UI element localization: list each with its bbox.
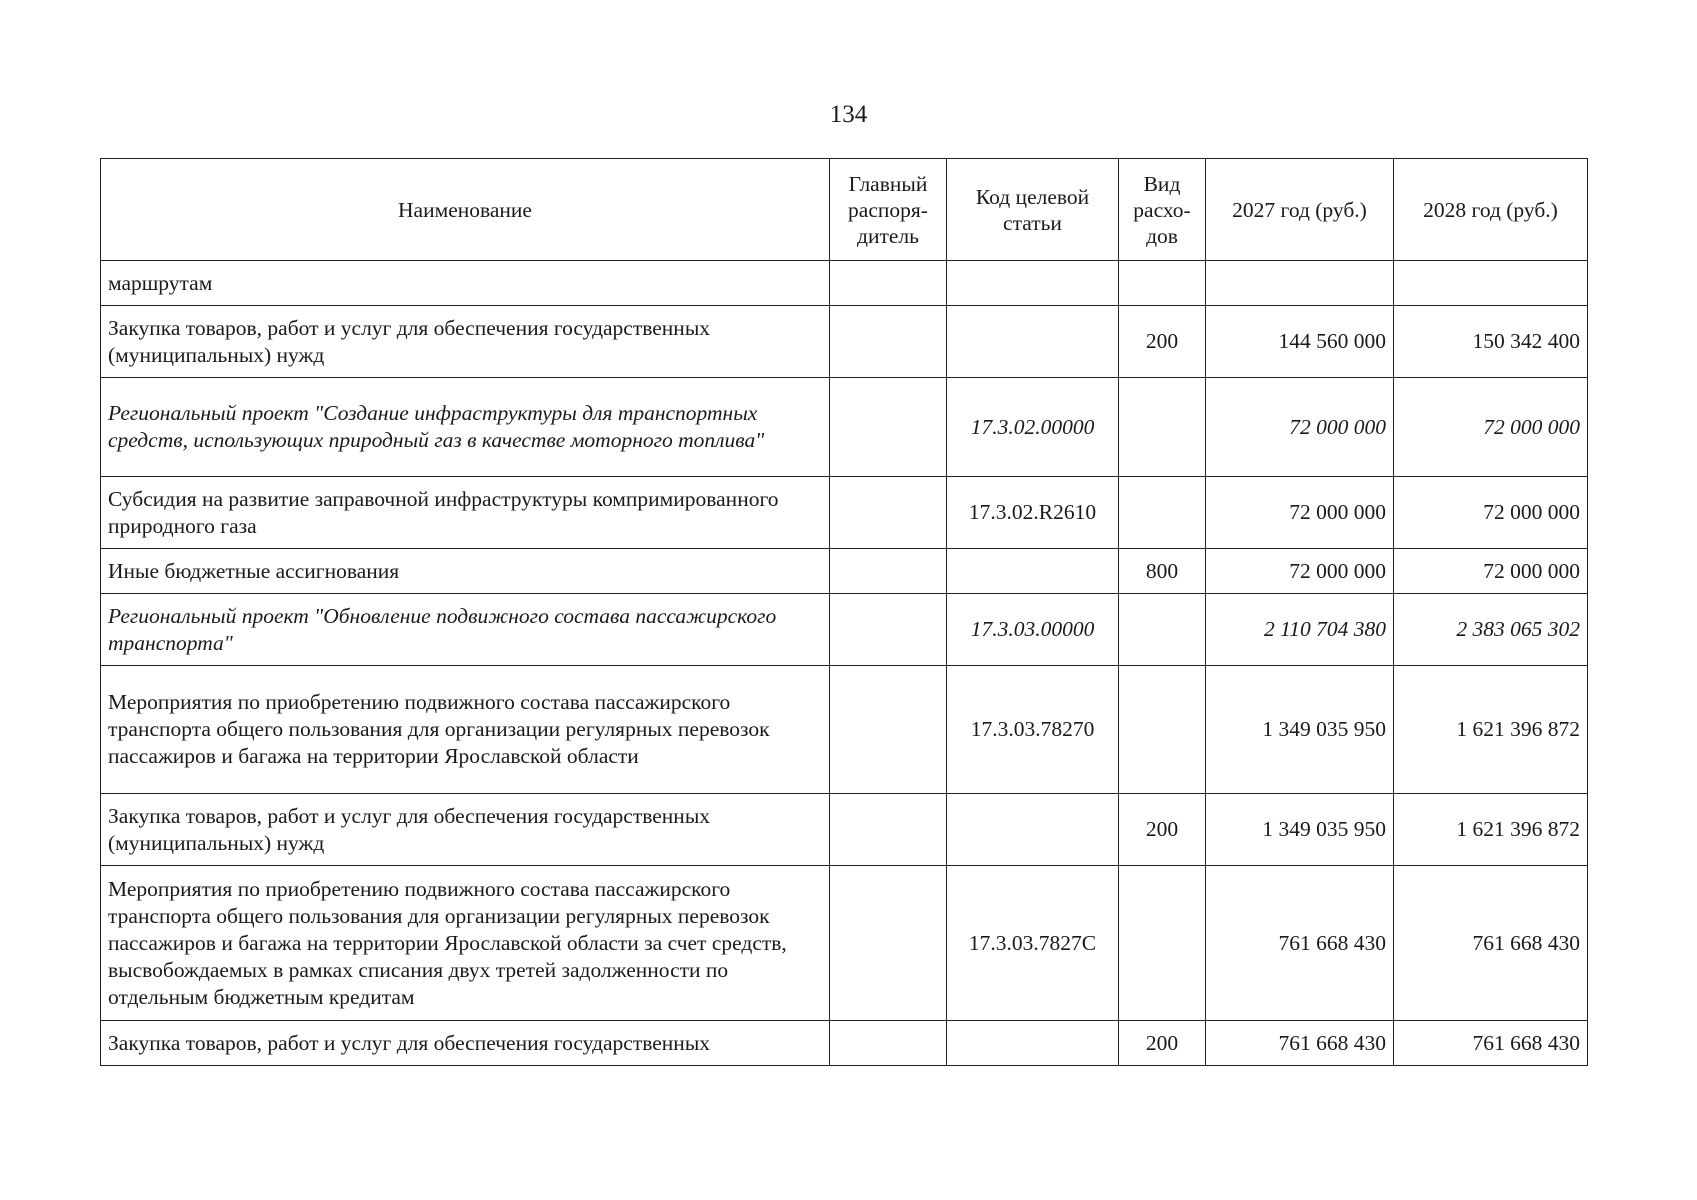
row-manager-cell — [830, 261, 947, 306]
row-2028-cell: 72 000 000 — [1394, 549, 1588, 594]
row-code-cell: 17.3.03.78270 — [947, 666, 1119, 794]
table-row — [101, 866, 1588, 1021]
row-manager-cell — [830, 666, 947, 794]
row-name-cell: Субсидия на развитие заправочной инфраструктуры компримированного природного газа — [101, 477, 830, 549]
row-code-cell — [947, 794, 1119, 866]
page-number: 134 — [829, 101, 868, 128]
row-2027-cell: 761 668 430 — [1206, 866, 1394, 1021]
row-type-cell — [1119, 666, 1206, 794]
table-row — [101, 306, 1588, 378]
row-manager-cell — [830, 594, 947, 666]
row-code-cell: 17.3.02.00000 — [947, 378, 1119, 477]
table-row — [101, 794, 1588, 866]
row-2028-cell: 1 621 396 872 — [1394, 666, 1588, 794]
row-name-cell: Мероприятия по приобретению подвижного состава пассажирского транспорта общего пользования для организации регулярных перевозок пассажиров и багажа на территории Ярославской области за счет средств, высвобождаемых в рамках списания двух третей задолженности по отдельным бюджетным кредитам — [101, 866, 830, 1021]
row-2027-cell: 72 000 000 — [1206, 477, 1394, 549]
row-manager-cell — [830, 866, 947, 1021]
row-type-cell — [1119, 261, 1206, 306]
row-2027-cell: 2 110 704 380 — [1206, 594, 1394, 666]
table-body — [101, 261, 1588, 1066]
row-2028-cell: 150 342 400 — [1394, 306, 1588, 378]
row-name-cell: Закупка товаров, работ и услуг для обеспечения государственных (муниципальных) нужд — [101, 794, 830, 866]
row-code-cell — [947, 1021, 1119, 1066]
row-manager-cell — [830, 477, 947, 549]
row-manager-cell — [830, 1021, 947, 1066]
table-row — [101, 666, 1588, 794]
row-code-cell — [947, 306, 1119, 378]
table-row — [101, 261, 1588, 306]
row-name-cell: Мероприятия по приобретению подвижного состава пассажирского транспорта общего пользования для организации регулярных перевозок пассажиров и багажа на территории Ярославской области — [101, 666, 830, 794]
row-code-cell — [947, 549, 1119, 594]
header-manager: Главный распоря-дитель — [830, 159, 947, 261]
row-type-cell — [1119, 477, 1206, 549]
row-2028-cell: 2 383 065 302 — [1394, 594, 1588, 666]
row-manager-cell — [830, 549, 947, 594]
row-2027-cell — [1206, 261, 1394, 306]
table-row — [101, 477, 1588, 549]
table-row — [101, 378, 1588, 477]
header-type: Вид расхо-дов — [1119, 159, 1206, 261]
row-name-cell: Закупка товаров, работ и услуг для обеспечения государственных — [101, 1021, 830, 1066]
header-row — [101, 159, 1588, 261]
row-code-cell — [947, 261, 1119, 306]
row-manager-cell — [830, 306, 947, 378]
header-name: Наименование — [101, 159, 830, 261]
row-type-cell: 200 — [1119, 306, 1206, 378]
row-2027-cell: 144 560 000 — [1206, 306, 1394, 378]
row-type-cell — [1119, 378, 1206, 477]
row-2027-cell: 1 349 035 950 — [1206, 794, 1394, 866]
header-2027: 2027 год (руб.) — [1206, 159, 1394, 261]
row-name-cell: маршрутам — [101, 261, 830, 306]
header-2028: 2028 год (руб.) — [1394, 159, 1588, 261]
row-code-cell: 17.3.03.00000 — [947, 594, 1119, 666]
row-manager-cell — [830, 378, 947, 477]
row-2028-cell: 72 000 000 — [1394, 378, 1588, 477]
row-2028-cell: 72 000 000 — [1394, 477, 1588, 549]
row-2028-cell: 1 621 396 872 — [1394, 794, 1588, 866]
table-row — [101, 594, 1588, 666]
row-name-cell: Региональный проект "Создание инфраструктуры для транспортных средств, использующих природный газ в качестве моторного топлива" — [101, 378, 830, 477]
row-2027-cell: 761 668 430 — [1206, 1021, 1394, 1066]
row-type-cell: 200 — [1119, 1021, 1206, 1066]
row-2028-cell — [1394, 261, 1588, 306]
row-code-cell: 17.3.02.R2610 — [947, 477, 1119, 549]
row-code-cell: 17.3.03.7827С — [947, 866, 1119, 1021]
row-2028-cell: 761 668 430 — [1394, 866, 1588, 1021]
table-row — [101, 1021, 1588, 1066]
row-type-cell — [1119, 866, 1206, 1021]
budget-table — [100, 158, 1588, 1066]
row-name-cell: Региональный проект "Обновление подвижного состава пассажирского транспорта" — [101, 594, 830, 666]
row-2027-cell: 72 000 000 — [1206, 549, 1394, 594]
row-name-cell: Закупка товаров, работ и услуг для обеспечения государственных (муниципальных) нужд — [101, 306, 830, 378]
table-row — [101, 549, 1588, 594]
header-code: Код целевой статьи — [947, 159, 1119, 261]
row-2027-cell: 72 000 000 — [1206, 378, 1394, 477]
table-header — [101, 159, 1588, 261]
row-type-cell: 200 — [1119, 794, 1206, 866]
row-name-cell: Иные бюджетные ассигнования — [101, 549, 830, 594]
row-type-cell — [1119, 594, 1206, 666]
row-type-cell: 800 — [1119, 549, 1206, 594]
row-2028-cell: 761 668 430 — [1394, 1021, 1588, 1066]
row-manager-cell — [830, 794, 947, 866]
row-2027-cell: 1 349 035 950 — [1206, 666, 1394, 794]
